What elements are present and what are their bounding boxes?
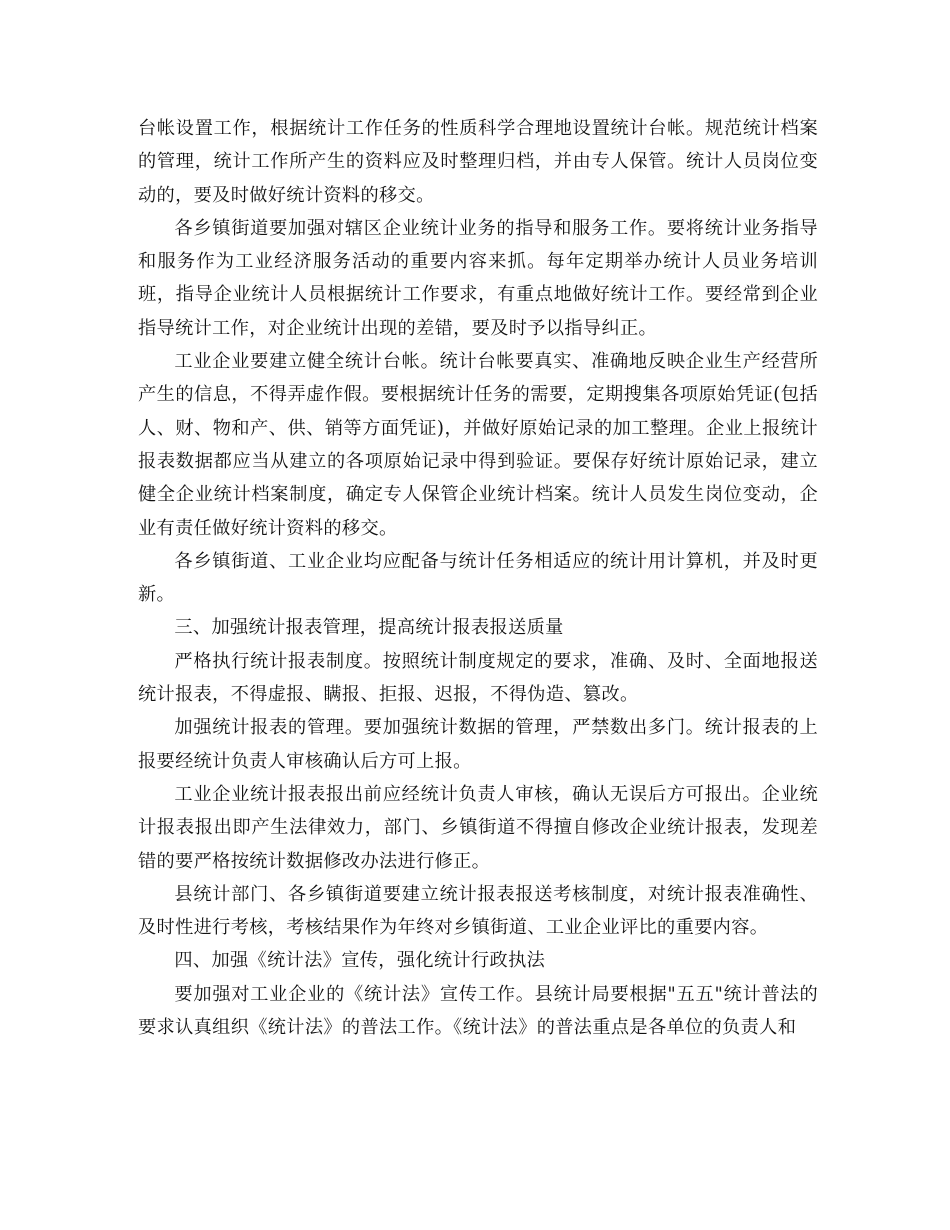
document-body <box>138 112 818 1044</box>
paragraph-law-publicity: 要加强对工业企业的《统计法》宣传工作。县统计局要根据"五五"统计普法的要求认真组织《统计法》的普法工作。《统计法》的普法重点是各单位的负责人和 <box>138 983 818 1039</box>
paragraph-report-system: 严格执行统计报表制度。按照统计制度规定的要求，准确、及时、全面地报送统计报表，不得虚报、瞒报、拒报、迟报，不得伪造、篡改。 <box>138 650 818 706</box>
section-heading-4: 四、加强《统计法》宣传，强化统计行政执法 <box>174 950 546 972</box>
paragraph-computers: 各乡镇街道、工业企业均应配备与统计任务相适应的统计用计算机，并及时更新。 <box>138 550 818 606</box>
paragraph-report-management: 加强统计报表的管理。要加强统计数据的管理，严禁数出多门。统计报表的上报要经统计负责人审核确认后方可上报。 <box>138 717 818 772</box>
section-heading-3: 三、加强统计报表管理，提高统计报表报送质量 <box>174 617 564 639</box>
paragraph-ledger-setup: 台帐设置工作，根据统计工作任务的性质科学合理地设置统计台帐。规范统计档案的管理，统计工作所产生的资料应及时整理归档，并由专人保管。统计人员岗位变动的，要及时做好统计资料的移交。 <box>138 118 818 206</box>
paragraph-report-review: 工业企业统计报表报出前应经统计负责人审核，确认无误后方可报出。企业统计报表报出即产生法律效力，部门、乡镇街道不得擅自修改企业统计报表，发现差错的要严格按统计数据修改办法进行修正。 <box>138 783 818 872</box>
paragraph-report-assessment: 县统计部门、各乡镇街道要建立统计报表报送考核制度，对统计报表准确性、及时性进行考核，考核结果作为年终对乡镇街道、工业企业评比的重要内容。 <box>138 883 818 939</box>
paragraph-enterprise-ledger: 工业企业要建立健全统计台帐。统计台帐要真实、准确地反映企业生产经营所产生的信息，不得弄虚作假。要根据统计任务的需要，定期搜集各项原始凭证(包括人、财、物和产、供、销等方面凭证)，并做好原始记录的加工整理。企业上报统计报表数据都应当从建立的各项原始记录中得到验证。要保存好统计原始记录，建立健全企业统计档案制度，确定专人保管企业统计档案。统计人员发生岗位变动，企业有责任做好统计资料的移交。 <box>138 351 818 539</box>
paragraph-township-guidance: 各乡镇街道要加强对辖区企业统计业务的指导和服务工作。要将统计业务指导和服务作为工业经济服务活动的重要内容来抓。每年定期举办统计人员业务培训班，指导企业统计人员根据统计工作要求，有重点地做好统计工作。要经常到企业指导统计工作，对企业统计出现的差错，要及时予以指导纠正。 <box>138 217 818 339</box>
